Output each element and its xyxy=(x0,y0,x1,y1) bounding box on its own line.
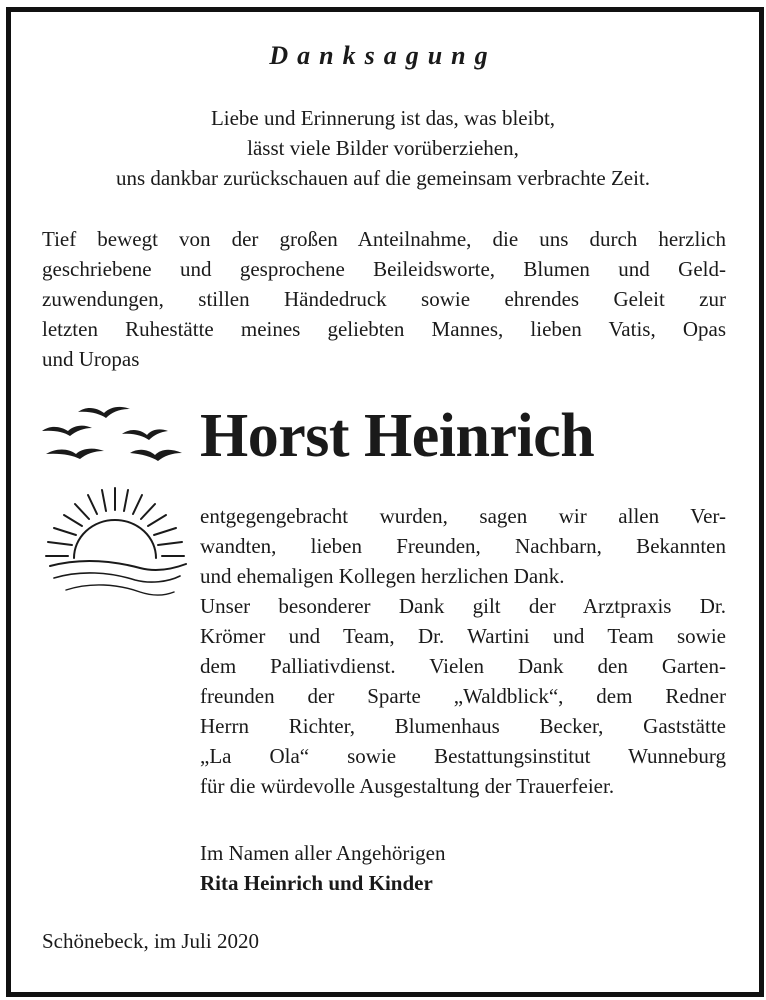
body-line: und ehemaligen Kollegen herzlichen Dank. xyxy=(200,564,565,588)
deceased-name: Horst Heinrich xyxy=(200,402,595,470)
heading: Danksagung xyxy=(269,41,497,70)
body-line: „La Ola“ sowie Bestattungsinstitut Wunneburg xyxy=(200,744,726,768)
intro-line: geschriebene und gesprochene Beileidsworte, Blumen und Geld- xyxy=(42,257,726,281)
intro-line: und Uropas xyxy=(42,347,140,371)
setting-sun-icon xyxy=(40,478,190,603)
body-line: Krömer und Team, Dr. Wartini und Team sowie xyxy=(200,624,726,648)
closing xyxy=(200,838,446,898)
body-line: Unser besonderer Dank gilt der Arztpraxis Dr. xyxy=(200,594,726,618)
birds-icon xyxy=(40,398,190,468)
body-line: Herrn Richter, Blumenhaus Becker, Gaststätte xyxy=(200,714,726,738)
intro-line: letzten Ruhestätte meines geliebten Mannes, lieben Vatis, Opas xyxy=(42,317,726,341)
poem-line: Liebe und Erinnerung ist das, was bleibt, xyxy=(210,106,556,130)
body-line: für die würdevolle Ausgestaltung der Trauerfeier. xyxy=(200,774,615,798)
intro-line: Tief bewegt von der großen Anteilnahme, die uns durch herzlich xyxy=(42,227,726,251)
intro-paragraph xyxy=(42,224,726,374)
signer: Rita Heinrich und Kinder xyxy=(200,871,433,895)
place-date: Schönebeck, im Juli 2020 xyxy=(42,929,259,953)
closing-line: Im Namen aller Angehörigen xyxy=(200,841,446,865)
poem-line: lässt viele Bilder vorüberziehen, xyxy=(247,136,519,160)
thanks-paragraph xyxy=(200,501,726,801)
body-line: freunden der Sparte „Waldblick“, dem Redner xyxy=(200,684,726,708)
intro-line: zuwendungen, stillen Händedruck sowie ehrendes Geleit zur xyxy=(42,287,726,311)
poem-line: uns dankbar zurückschauen auf die gemeinsam verbrachte Zeit. xyxy=(115,166,651,190)
body-line: entgegengebracht wurden, sagen wir allen Ver- xyxy=(200,504,726,528)
poem xyxy=(0,103,766,193)
body-line: wandten, lieben Freunden, Nachbarn, Bekannten xyxy=(200,534,726,558)
body-line: dem Palliativdienst. Vielen Dank den Garten- xyxy=(200,654,726,678)
